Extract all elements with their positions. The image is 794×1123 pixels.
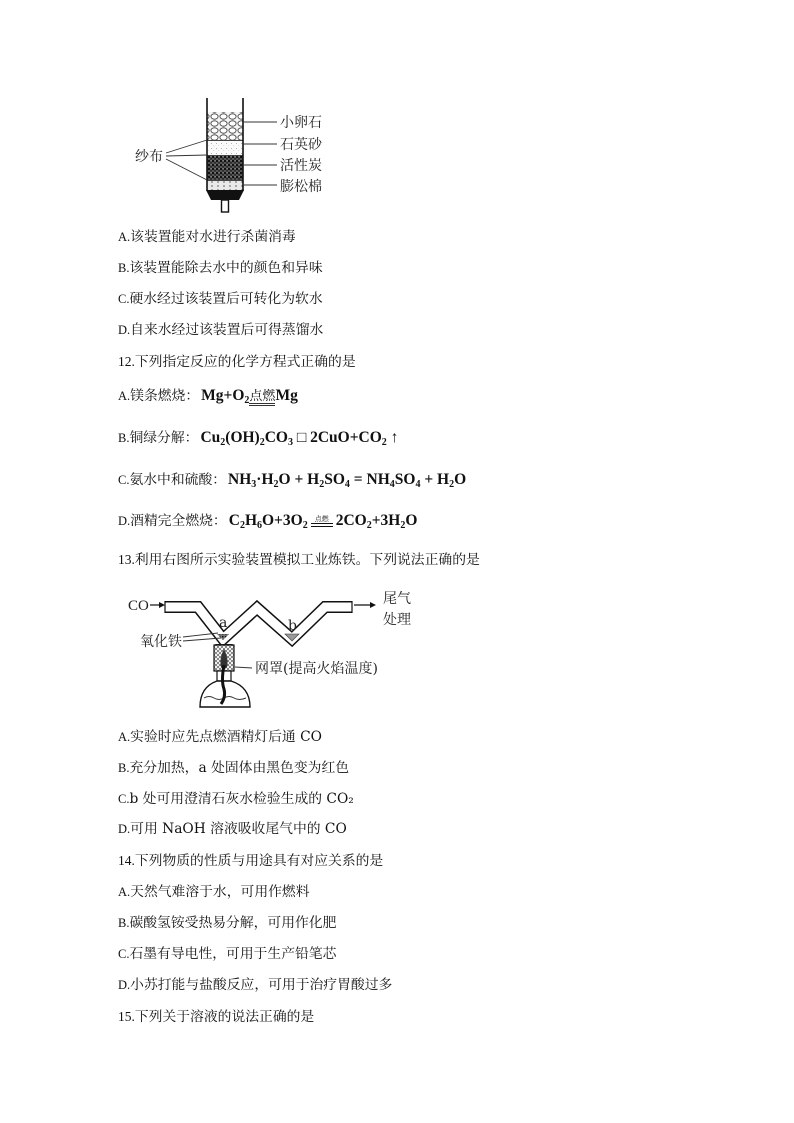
option-text: 小苏打能与盐酸反应，可用于治疗胃酸过多 [130,977,393,993]
exhaust-label-line2: 处理 [383,612,411,628]
q12-option-b [118,426,398,450]
q12-option-c [118,468,466,492]
option-text: 天然气难溶于水，可用作燃料 [130,884,310,900]
option-letter: B. [118,761,130,775]
q11-option-a [118,227,296,247]
equals-sign-with-condition [311,515,333,527]
formula-text: H [244,512,257,529]
option-letter: B. [118,431,130,445]
option-text: 可用 NaOH 溶液吸收尾气中的 CO [130,821,347,837]
q13-option-b [118,758,349,778]
formula-subscript: 2 [239,520,245,531]
q14-stem [118,851,383,871]
quartz-sand-label: 石英砂 [280,137,322,153]
formula-subscript: 2 [366,520,372,531]
q13-option-a [118,727,322,747]
activated-carbon-label: 活性炭 [280,158,322,174]
formula-text: O + H [278,471,320,488]
option-letter: A. [118,230,131,244]
formula-text: Mg+O [201,387,245,404]
formula-subscript: 2 [400,520,406,531]
question-stem: 下列物质的性质与用途具有对应关系的是 [134,853,384,869]
formula-subscript: 2 [319,479,325,490]
q13-option-c [118,789,354,809]
q11-option-d [118,320,323,340]
iron-smelting-apparatus-figure [120,585,430,710]
pebbles-label: 小卵石 [280,115,322,131]
formula-subscript: 2 [381,437,387,448]
q12-stem [118,352,356,372]
chemical-equation [229,512,418,529]
formula-subscript: 2 [244,395,250,406]
chemical-equation [228,471,466,488]
option-text: 该装置能对水进行杀菌消毒 [130,229,296,245]
formula-text: C [228,512,240,529]
q11-option-c [118,289,323,309]
question-number: 14. [118,853,135,868]
outlet-tube [222,200,229,212]
formula-text: ↑ [386,429,399,446]
chemical-equation [201,387,298,404]
option-label: 氨水中和硫酸： [129,472,227,488]
option-label: 酒精完全燃烧： [130,513,227,529]
question-stem: 利用右图所示实验装置模拟工业炼铁。下列说法正确的是 [134,552,480,568]
formula-subscript: 2 [302,520,308,531]
q14-option-d [118,975,392,995]
gauze-label: 纱布 [135,149,163,165]
q12-option-a [118,384,298,408]
formula-text: +3H [371,512,401,529]
exhaust-label-line1: 尾气 [383,591,411,607]
q15-stem [118,1007,314,1027]
activated-carbon-layer [207,156,243,180]
question-stem: 下列指定反应的化学方程式正确的是 [134,354,356,370]
q14-option-b [118,913,336,933]
q11-option-b [118,258,323,278]
q14-option-c [118,944,336,964]
question-number: 13. [118,552,135,567]
cotton-layer [207,181,243,190]
iron-oxide-label: 氧化铁 [140,634,182,650]
option-label: 铜绿分解： [129,430,199,446]
formula-subscript: 4 [389,479,395,490]
double-equals-bar [311,523,333,527]
gauze-leader-line [166,140,207,153]
option-label: 镁条燃烧： [130,388,200,404]
formula-text: Mg [275,387,298,404]
option-text: 碳酸氢铵受热易分解，可用作化肥 [129,915,337,931]
option-text: 硬水经过该装置后可转化为软水 [129,291,323,307]
reaction-condition: 点燃 [249,389,276,404]
point-a-label: a [219,615,228,631]
formula-text: = NH [349,471,390,488]
mesh-label: 网罩(提高火焰温度) [255,661,378,677]
option-letter: C. [118,292,130,306]
q12-option-d [118,509,417,533]
gauze-leader-line [166,159,207,180]
formula-subscript: 3 [251,479,257,490]
option-letter: A. [118,730,131,744]
option-letter: C. [118,473,130,487]
q14-option-a [118,882,310,902]
formula-text: O [405,512,418,529]
inlet-arrow-head [159,602,165,608]
formula-text: Cu [200,429,221,446]
formula-subscript: 2 [259,437,265,448]
co-inlet-label: CO [128,598,149,614]
formula-subscript: 2 [273,479,279,490]
q13-stem [118,550,480,570]
option-letter: A. [118,885,131,899]
formula-text: ·H [256,471,274,488]
option-text: b 处可用澄清石灰水检验生成的 CO₂ [129,791,354,807]
option-text: 充分加热，a 处固体由黑色变为红色 [129,760,350,776]
formula-subscript: 2 [220,437,226,448]
reaction-condition: 点燃 [314,515,329,524]
pebble-layer [207,112,243,140]
formula-subscript: 3 [287,437,293,448]
chemical-equation [200,429,398,446]
formula-text: 2CO [335,512,367,529]
option-letter: D. [118,822,131,836]
option-text: 该装置能除去水中的颜色和异味 [129,260,323,276]
formula-subscript: 4 [344,479,350,490]
cotton-label: 膨松棉 [280,179,322,195]
formula-text: (OH) [225,429,260,446]
q13-option-d [118,819,347,839]
formula-text: SO [394,471,416,488]
formula-text: NH [228,471,252,488]
formula-subscript: 6 [257,520,262,531]
rubber-stopper [206,190,244,200]
question-stem: 下列关于溶液的说法正确的是 [134,1009,315,1025]
formula-text: + H [420,471,450,488]
point-b-label: b [288,618,297,634]
formula-text: O [454,471,467,488]
option-letter: B. [118,261,130,275]
formula-text: CO [264,429,288,446]
question-number: 15. [118,1009,135,1024]
formula-subscript: 2 [449,479,455,490]
formula-subscript: 4 [415,479,421,490]
formula-text: SO [324,471,345,488]
option-letter: D. [118,978,131,992]
gauze-leader-line [166,155,207,156]
iron-oxide-leader-line [183,638,221,641]
water-filter-figure [120,92,370,220]
option-letter: C. [118,792,130,806]
option-letter: D. [118,323,131,337]
option-letter: B. [118,916,130,930]
formula-text: O+3O [262,512,303,529]
outlet-arrow-head [370,602,376,608]
option-letter: C. [118,947,130,961]
quartz-sand-layer [207,141,243,155]
option-text: 石墨有导电性，可用于生产铅笔芯 [129,946,337,962]
formula-text: □ 2CuO+CO [292,429,382,446]
option-letter: D. [118,514,131,528]
mesh-leader-line [235,667,252,668]
option-text: 自来水经过该装置后可得蒸馏水 [130,322,324,338]
option-letter: A. [118,389,131,403]
question-number: 12. [118,354,135,369]
option-text: 实验时应先点燃酒精灯后通 CO [130,729,322,745]
